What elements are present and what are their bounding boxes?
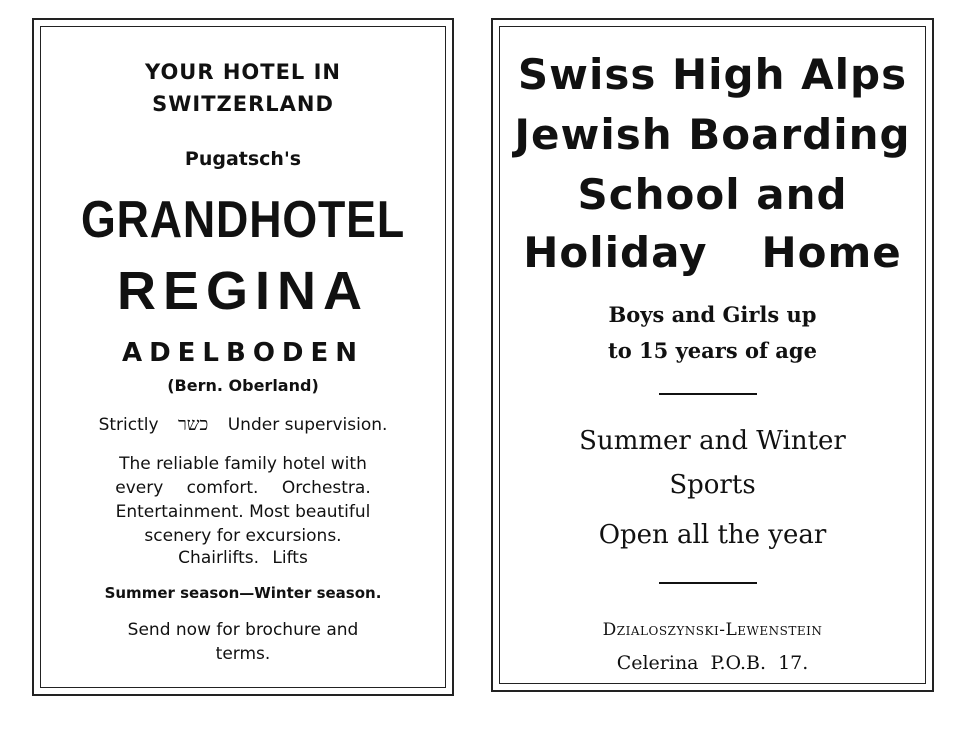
hotel-desc-line2: every comfort. Orchestra. — [115, 478, 371, 498]
hotel-owner-name: Pugatsch's — [184, 148, 302, 170]
hotel-seasons: Summer season—Winter season. — [104, 584, 382, 602]
kosher-suffix: Under supervision. — [227, 415, 388, 435]
kosher-prefix: Strictly — [98, 415, 159, 435]
school-title-line2: Jewish Boarding — [514, 110, 911, 159]
hotel-ad-heading-line2: SWITZERLAND — [152, 92, 334, 116]
school-open: Open all the year — [598, 520, 827, 550]
school-sports-line2: Sports — [669, 470, 756, 500]
hotel-region: (Bern. Oberland) — [167, 376, 319, 395]
hotel-desc-line3: Entertainment. Most beautiful — [115, 502, 371, 522]
hotel-desc-line4: scenery for excursions. — [144, 526, 342, 546]
school-title-home: Home — [761, 228, 902, 277]
hotel-desc-line1: The reliable family hotel with — [119, 454, 367, 474]
school-title-line1: Swiss High Alps — [517, 50, 908, 99]
hotel-ad-heading-line1: YOUR HOTEL IN — [144, 60, 342, 84]
school-divider-top — [659, 393, 757, 395]
hotel-cta-line2: terms. — [215, 644, 271, 664]
kosher-hebrew: כשר — [177, 414, 209, 435]
school-title-holiday: Holiday — [523, 228, 708, 277]
hotel-kosher-line — [34, 414, 452, 435]
school-title-line4 — [493, 228, 932, 277]
school-contact-address: Celerina P.O.B. 17. — [616, 652, 809, 674]
hotel-cta-line1: Send now for brochure and — [127, 620, 359, 640]
boarding-school-advertisement — [491, 18, 934, 692]
school-divider-bottom — [659, 582, 757, 584]
hotel-name-line2: REGINA — [116, 261, 369, 321]
school-sports-line1: Summer and Winter — [579, 426, 846, 456]
hotel-advertisement — [32, 18, 454, 696]
school-contact-name: Dzialoszynski-Lewenstein — [602, 620, 823, 640]
hotel-name-line1: GRANDHOTEL — [80, 191, 406, 249]
school-ages-line2: to 15 years of age — [608, 338, 817, 363]
hotel-desc-line5: Chairlifts. Lifts — [178, 548, 308, 568]
school-ages-line1: Boys and Girls up — [608, 302, 817, 327]
school-title-line3: School and — [577, 170, 848, 219]
hotel-town: ADELBODEN — [121, 338, 365, 368]
